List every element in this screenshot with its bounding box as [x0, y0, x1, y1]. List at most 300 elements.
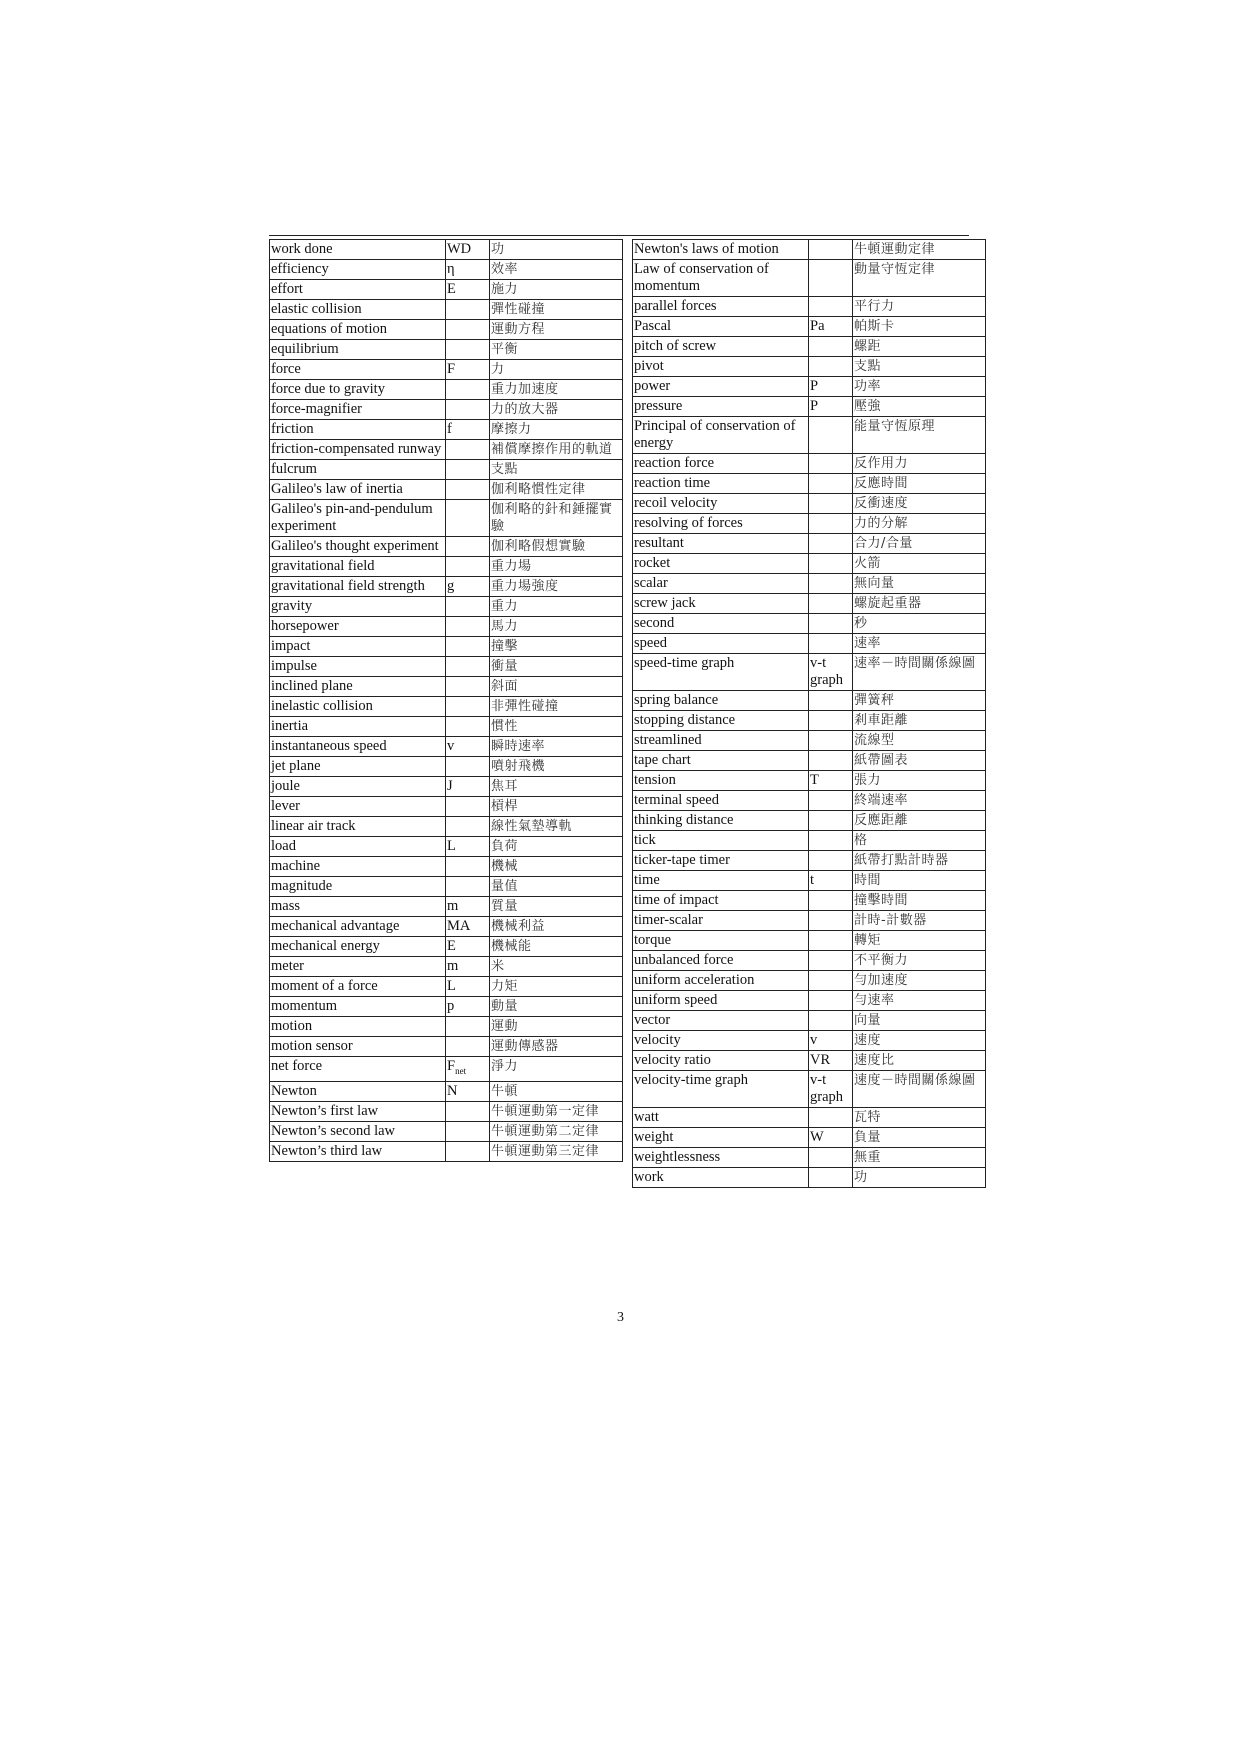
table-row: [633, 417, 986, 454]
symbol-cell: [809, 337, 853, 357]
table-row: [633, 1011, 986, 1031]
symbol-cell: VR: [809, 1051, 853, 1071]
table-row: [633, 1031, 986, 1051]
chinese-cell: 勻速率: [853, 991, 986, 1011]
chinese-cell: 秒: [853, 614, 986, 634]
term-cell: reaction force: [633, 454, 809, 474]
symbol-cell: [446, 657, 490, 677]
term-cell: weightlessness: [633, 1148, 809, 1168]
symbol-cell: [446, 1037, 490, 1057]
chinese-cell: 重力場: [490, 557, 623, 577]
symbol-cell: [809, 931, 853, 951]
table-row: [633, 791, 986, 811]
term-cell: gravitational field strength: [270, 577, 446, 597]
symbol-cell: [809, 260, 853, 297]
chinese-cell: 支點: [490, 460, 623, 480]
table-row: [270, 957, 623, 977]
term-cell: inertia: [270, 717, 446, 737]
chinese-cell: 功率: [853, 377, 986, 397]
symbol-cell: [446, 697, 490, 717]
symbol-cell: [446, 380, 490, 400]
term-cell: pitch of screw: [633, 337, 809, 357]
term-cell: force: [270, 360, 446, 380]
term-cell: velocity: [633, 1031, 809, 1051]
symbol-cell: t: [809, 871, 853, 891]
table-row: [633, 991, 986, 1011]
symbol-cell: [446, 1141, 490, 1161]
table-row: [633, 297, 986, 317]
table-row: [270, 340, 623, 360]
symbol-cell: [446, 557, 490, 577]
symbol-cell: [809, 951, 853, 971]
top-rule: [269, 235, 969, 236]
table-row: [633, 454, 986, 474]
term-cell: Pascal: [633, 317, 809, 337]
table-row: [633, 317, 986, 337]
symbol-cell: E: [446, 280, 490, 300]
symbol-cell: [446, 717, 490, 737]
symbol-cell: [446, 617, 490, 637]
term-cell: mass: [270, 897, 446, 917]
term-cell: Galileo's law of inertia: [270, 480, 446, 500]
table-row: [270, 420, 623, 440]
symbol-cell: [446, 817, 490, 837]
symbol-cell: [446, 677, 490, 697]
term-cell: friction: [270, 420, 446, 440]
chinese-cell: 流線型: [853, 731, 986, 751]
term-cell: mechanical advantage: [270, 917, 446, 937]
table-row: [270, 757, 623, 777]
symbol-cell: [809, 811, 853, 831]
chinese-cell: 速度: [853, 1031, 986, 1051]
term-cell: uniform speed: [633, 991, 809, 1011]
term-cell: effort: [270, 280, 446, 300]
chinese-cell: 負量: [853, 1128, 986, 1148]
chinese-cell: 速率－時間關係線圖: [853, 654, 986, 691]
chinese-cell: 重力: [490, 597, 623, 617]
table-row: [270, 537, 623, 557]
chinese-cell: 撞擊: [490, 637, 623, 657]
symbol-cell: v-t graph: [809, 1071, 853, 1108]
symbol-cell: WD: [446, 240, 490, 260]
symbol-cell: N: [446, 1081, 490, 1101]
chinese-cell: 彈性碰撞: [490, 300, 623, 320]
term-cell: ticker-tape timer: [633, 851, 809, 871]
chinese-cell: 牛頓運動第一定律: [490, 1101, 623, 1121]
symbol-cell: [809, 851, 853, 871]
page-number: 3: [617, 1310, 624, 1325]
chinese-cell: 瓦特: [853, 1108, 986, 1128]
symbol-cell: [809, 751, 853, 771]
table-row: [633, 594, 986, 614]
table-row: [633, 1128, 986, 1148]
term-cell: linear air track: [270, 817, 446, 837]
symbol-cell: Pa: [809, 317, 853, 337]
table-row: [633, 654, 986, 691]
term-cell: thinking distance: [633, 811, 809, 831]
chinese-cell: 格: [853, 831, 986, 851]
chinese-cell: 質量: [490, 897, 623, 917]
table-row: [633, 1168, 986, 1188]
chinese-cell: 牛頓運動第二定律: [490, 1121, 623, 1141]
symbol-cell: [809, 991, 853, 1011]
table-row: [633, 971, 986, 991]
glossary-table-right: [632, 239, 986, 1188]
chinese-cell: 運動: [490, 1017, 623, 1037]
symbol-cell: [446, 1057, 490, 1082]
term-cell: impact: [270, 637, 446, 657]
chinese-cell: 力: [490, 360, 623, 380]
symbol-cell: [809, 1108, 853, 1128]
symbol-cell: [809, 831, 853, 851]
term-cell: work done: [270, 240, 446, 260]
term-cell: tick: [633, 831, 809, 851]
term-cell: watt: [633, 1108, 809, 1128]
table-row: [270, 500, 623, 537]
symbol-cell: [809, 357, 853, 377]
chinese-cell: 力的放大器: [490, 400, 623, 420]
symbol-cell: [809, 297, 853, 317]
table-row: [633, 1108, 986, 1128]
table-row: [270, 837, 623, 857]
term-cell: screw jack: [633, 594, 809, 614]
chinese-cell: 衝量: [490, 657, 623, 677]
table-row: [633, 1051, 986, 1071]
table-row: [270, 657, 623, 677]
chinese-cell: 紙帶圖表: [853, 751, 986, 771]
table-row: [270, 877, 623, 897]
table-row: [633, 811, 986, 831]
chinese-cell: 噴射飛機: [490, 757, 623, 777]
table-row: [633, 514, 986, 534]
term-cell: scalar: [633, 574, 809, 594]
chinese-cell: 無向量: [853, 574, 986, 594]
term-cell: torque: [633, 931, 809, 951]
table-row: [633, 931, 986, 951]
table-row: [270, 1017, 623, 1037]
term-cell: Galileo's pin-and-pendulum experiment: [270, 500, 446, 537]
table-row: [270, 697, 623, 717]
chinese-cell: 速度－時間關係線圖: [853, 1071, 986, 1108]
table-row: [633, 871, 986, 891]
chinese-cell: 剎車距離: [853, 711, 986, 731]
table-row: [633, 1071, 986, 1108]
symbol-cell: [809, 691, 853, 711]
symbol-cell: [446, 480, 490, 500]
chinese-cell: 槓桿: [490, 797, 623, 817]
chinese-cell: 機械能: [490, 937, 623, 957]
symbol-cell: [809, 634, 853, 654]
chinese-cell: 瞬時速率: [490, 737, 623, 757]
term-cell: Law of conservation of momentum: [633, 260, 809, 297]
chinese-cell: 反作用力: [853, 454, 986, 474]
table-row: [270, 380, 623, 400]
chinese-cell: 效率: [490, 260, 623, 280]
term-cell: pivot: [633, 357, 809, 377]
symbol-cell: m: [446, 957, 490, 977]
term-cell: uniform acceleration: [633, 971, 809, 991]
chinese-cell: 反衝速度: [853, 494, 986, 514]
chinese-cell: 動量: [490, 997, 623, 1017]
table-row: [270, 777, 623, 797]
term-cell: machine: [270, 857, 446, 877]
term-cell: work: [633, 1168, 809, 1188]
chinese-cell: 火箭: [853, 554, 986, 574]
chinese-cell: 螺旋起重器: [853, 594, 986, 614]
chinese-cell: 壓強: [853, 397, 986, 417]
chinese-cell: 速度比: [853, 1051, 986, 1071]
chinese-cell: 支點: [853, 357, 986, 377]
symbol-cell: [809, 971, 853, 991]
chinese-cell: 力矩: [490, 977, 623, 997]
term-cell: velocity-time graph: [633, 1071, 809, 1108]
table-row: [633, 574, 986, 594]
term-cell: equilibrium: [270, 340, 446, 360]
term-cell: magnitude: [270, 877, 446, 897]
chinese-cell: 非彈性碰撞: [490, 697, 623, 717]
table-row: [270, 460, 623, 480]
table-row: [633, 260, 986, 297]
chinese-cell: 伽利略假想實驗: [490, 537, 623, 557]
symbol-cell: m: [446, 897, 490, 917]
table-row: [270, 917, 623, 937]
term-cell: second: [633, 614, 809, 634]
term-cell: vector: [633, 1011, 809, 1031]
term-cell: efficiency: [270, 260, 446, 280]
table-row: [633, 731, 986, 751]
table-row: [270, 797, 623, 817]
chinese-cell: 時間: [853, 871, 986, 891]
chinese-cell: 量值: [490, 877, 623, 897]
chinese-cell: 牛頓運動定律: [853, 240, 986, 260]
symbol-cell: [809, 594, 853, 614]
table-row: [270, 1101, 623, 1121]
chinese-cell: 合力/合量: [853, 534, 986, 554]
symbol-cell: v: [809, 1031, 853, 1051]
table-row: [270, 857, 623, 877]
chinese-cell: 計時-計數器: [853, 911, 986, 931]
symbol-cell: E: [446, 937, 490, 957]
chinese-cell: 終端速率: [853, 791, 986, 811]
table-row: [270, 260, 623, 280]
table-row: [270, 997, 623, 1017]
term-cell: unbalanced force: [633, 951, 809, 971]
term-cell: time of impact: [633, 891, 809, 911]
chinese-cell: 無重: [853, 1148, 986, 1168]
symbol-cell: [809, 1168, 853, 1188]
term-cell: force due to gravity: [270, 380, 446, 400]
term-cell: Newton's laws of motion: [633, 240, 809, 260]
symbol-cell: L: [446, 837, 490, 857]
term-cell: inclined plane: [270, 677, 446, 697]
glossary-table-left: [269, 239, 623, 1162]
table-row: [270, 280, 623, 300]
symbol-cell: [446, 537, 490, 557]
symbol-cell: [446, 1121, 490, 1141]
chinese-cell: 平行力: [853, 297, 986, 317]
term-cell: rocket: [633, 554, 809, 574]
table-row: [270, 300, 623, 320]
term-cell: terminal speed: [633, 791, 809, 811]
term-cell: lever: [270, 797, 446, 817]
table-row: [270, 617, 623, 637]
symbol-cell: [809, 554, 853, 574]
table-row: [633, 240, 986, 260]
symbol-cell: [446, 797, 490, 817]
symbol-cell: [809, 514, 853, 534]
chinese-cell: 動量守恆定律: [853, 260, 986, 297]
chinese-cell: 斜面: [490, 677, 623, 697]
chinese-cell: 機械利益: [490, 917, 623, 937]
term-cell: parallel forces: [633, 297, 809, 317]
chinese-cell: 摩擦力: [490, 420, 623, 440]
table-row: [270, 400, 623, 420]
table-row: [270, 977, 623, 997]
chinese-cell: 功: [490, 240, 623, 260]
term-cell: inelastic collision: [270, 697, 446, 717]
term-cell: Principal of conservation of energy: [633, 417, 809, 454]
chinese-cell: 轉矩: [853, 931, 986, 951]
term-cell: speed-time graph: [633, 654, 809, 691]
table-row: [270, 717, 623, 737]
term-cell: instantaneous speed: [270, 737, 446, 757]
table-row: [633, 771, 986, 791]
table-row: [633, 494, 986, 514]
table-row: [633, 751, 986, 771]
term-cell: speed: [633, 634, 809, 654]
chinese-cell: 補償摩擦作用的軌道: [490, 440, 623, 460]
symbol-cell: [809, 454, 853, 474]
term-cell: joule: [270, 777, 446, 797]
symbol-cell: W: [809, 1128, 853, 1148]
chinese-cell: 米: [490, 957, 623, 977]
term-cell: mechanical energy: [270, 937, 446, 957]
table-row: [633, 614, 986, 634]
symbol-cell: [809, 711, 853, 731]
symbol-cell: [809, 731, 853, 751]
chinese-cell: 向量: [853, 1011, 986, 1031]
term-cell: momentum: [270, 997, 446, 1017]
symbol-cell: [446, 460, 490, 480]
table-row: [270, 577, 623, 597]
symbol-cell: [446, 440, 490, 460]
term-cell: gravitational field: [270, 557, 446, 577]
table-row: [633, 337, 986, 357]
symbol-cell: [446, 637, 490, 657]
chinese-cell: 帕斯卡: [853, 317, 986, 337]
table-row: [270, 737, 623, 757]
chinese-cell: 速率: [853, 634, 986, 654]
term-cell: meter: [270, 957, 446, 977]
table-row: [633, 397, 986, 417]
symbol-cell: [809, 911, 853, 931]
term-cell: pressure: [633, 397, 809, 417]
symbol-cell: [446, 757, 490, 777]
table-row: [633, 474, 986, 494]
chinese-cell: 伽利略慣性定律: [490, 480, 623, 500]
term-cell: motion: [270, 1017, 446, 1037]
chinese-cell: 焦耳: [490, 777, 623, 797]
term-cell: tape chart: [633, 751, 809, 771]
symbol-cell: η: [446, 260, 490, 280]
symbol-cell: [809, 614, 853, 634]
chinese-cell: 運動傳感器: [490, 1037, 623, 1057]
term-cell: Newton’s third law: [270, 1141, 446, 1161]
symbol-cell: p: [446, 997, 490, 1017]
symbol-cell: [809, 1011, 853, 1031]
chinese-cell: 力的分解: [853, 514, 986, 534]
term-cell: resultant: [633, 534, 809, 554]
symbol-cell: [809, 474, 853, 494]
table-row: [633, 554, 986, 574]
symbol-cell: J: [446, 777, 490, 797]
term-cell: net force: [270, 1057, 446, 1082]
symbol-cell: L: [446, 977, 490, 997]
table-row: [633, 691, 986, 711]
symbol-cell: v-t graph: [809, 654, 853, 691]
symbol-cell: [446, 320, 490, 340]
term-cell: weight: [633, 1128, 809, 1148]
table-row: [633, 951, 986, 971]
chinese-cell: 不平衡力: [853, 951, 986, 971]
chinese-cell: 張力: [853, 771, 986, 791]
table-row: [270, 480, 623, 500]
term-cell: tension: [633, 771, 809, 791]
term-cell: recoil velocity: [633, 494, 809, 514]
term-cell: spring balance: [633, 691, 809, 711]
table-row: [633, 831, 986, 851]
symbol-cell: F: [446, 360, 490, 380]
chinese-cell: 撞擊時間: [853, 891, 986, 911]
symbol-cell: [446, 597, 490, 617]
table-row: [270, 1141, 623, 1161]
chinese-cell: 負荷: [490, 837, 623, 857]
term-cell: Newton’s second law: [270, 1121, 446, 1141]
table-row: [270, 1057, 623, 1082]
chinese-cell: 重力場強度: [490, 577, 623, 597]
chinese-cell: 運動方程: [490, 320, 623, 340]
chinese-cell: 線性氣墊導軌: [490, 817, 623, 837]
term-cell: moment of a force: [270, 977, 446, 997]
chinese-cell: 機械: [490, 857, 623, 877]
chinese-cell: 淨力: [490, 1057, 623, 1082]
chinese-cell: 重力加速度: [490, 380, 623, 400]
chinese-cell: 慣性: [490, 717, 623, 737]
term-cell: resolving of forces: [633, 514, 809, 534]
table-row: [270, 937, 623, 957]
term-cell: equations of motion: [270, 320, 446, 340]
symbol-cell: v: [446, 737, 490, 757]
chinese-cell: 牛頓: [490, 1081, 623, 1101]
table-row: [270, 320, 623, 340]
symbol-main: F: [447, 1058, 456, 1074]
table-row: [633, 534, 986, 554]
table-row: [270, 597, 623, 617]
symbol-cell: f: [446, 420, 490, 440]
table-row: [270, 637, 623, 657]
symbol-cell: [809, 791, 853, 811]
symbol-cell: [446, 857, 490, 877]
chinese-cell: 反應時間: [853, 474, 986, 494]
table-row: [633, 357, 986, 377]
chinese-cell: 牛頓運動第三定律: [490, 1141, 623, 1161]
symbol-cell: [446, 1017, 490, 1037]
symbol-cell: [809, 240, 853, 260]
symbol-cell: [809, 574, 853, 594]
table-row: [270, 817, 623, 837]
term-cell: Newton: [270, 1081, 446, 1101]
chinese-cell: 反應距離: [853, 811, 986, 831]
